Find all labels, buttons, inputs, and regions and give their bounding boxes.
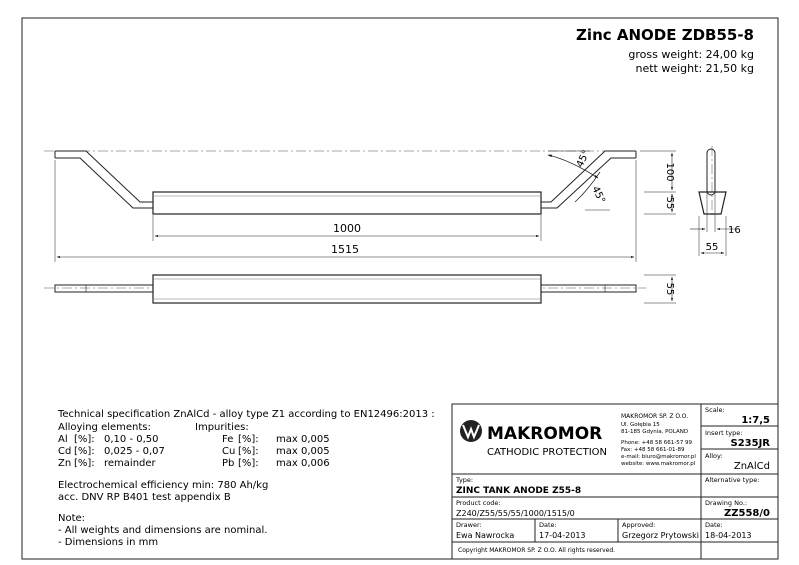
website: website: www.makromor.pl: [621, 461, 696, 467]
drawn-date-value: 17-04-2013: [539, 531, 586, 540]
technical-specification: [57, 409, 435, 548]
title-block: [452, 404, 778, 559]
impurity-unit: [%]:: [238, 446, 259, 457]
approved-date-label: Date:: [705, 521, 723, 529]
impurity-el: Pb: [222, 458, 235, 469]
alloying-header: Alloying elements:: [58, 422, 151, 433]
angle-label-top: 45°: [574, 148, 593, 170]
approved-label: Approved:: [622, 521, 656, 529]
efficiency-line-1: Electrochemical efficiency min: 780 Ah/kg: [58, 480, 269, 491]
approved-value: Grzegorz Prytowski: [622, 531, 699, 540]
dim-height-total: 100: [664, 162, 675, 182]
type-label: Type:: [456, 476, 474, 484]
impurity-value: max 0,005: [276, 434, 330, 445]
dim-height-bar: 55: [664, 196, 675, 210]
scale-label: Scale:: [705, 406, 725, 414]
alloy-unit: [%]:: [74, 446, 95, 457]
makromor-logo-icon: [460, 420, 482, 442]
anode-body-front: [153, 192, 541, 214]
gross-weight: gross weight: 24,00 kg: [628, 48, 754, 61]
impurity-el: Cu: [222, 446, 236, 457]
note-title: Note:: [58, 513, 86, 524]
copyright: Copyright MAKROMOR SP. Z O.O. All rights reserved.: [458, 547, 616, 554]
impurities-header: Impurities:: [195, 422, 249, 433]
alloy-el: Zn: [58, 458, 72, 469]
brand-name: MAKROMOR: [487, 424, 603, 444]
product-code-value: Z240/Z55/55/55/1000/1515/0: [456, 509, 575, 518]
email: e-mail: biuro@makromor.pl: [621, 454, 696, 460]
impurity-value: max 0,006: [276, 458, 330, 469]
dim-length-bar: 1000: [333, 222, 361, 235]
drawer-value: Ewa Nawrocka: [456, 531, 515, 540]
note-2: - Dimensions in mm: [58, 537, 159, 548]
side-view: [690, 146, 741, 256]
dim-section-thickness: 16: [728, 225, 741, 236]
impurity-el: Fe: [222, 434, 234, 445]
impurity-unit: [%]:: [238, 434, 259, 445]
phone: Phone: +48 58 661-57 99: [621, 440, 692, 446]
dim-section-width: 55: [705, 242, 719, 253]
front-view: [44, 149, 676, 262]
scale-value: 1:7,5: [741, 415, 770, 426]
impurity-unit: [%]:: [238, 458, 259, 469]
impurity-value: max 0,005: [276, 446, 330, 457]
alloy-unit: [%]:: [74, 434, 95, 445]
approved-date-value: 18-04-2013: [705, 531, 752, 540]
drawer-label: Drawer:: [456, 521, 482, 529]
drawing-number-value: ZZ558/0: [724, 508, 770, 519]
brand-subtitle: CATHODIC PROTECTION: [487, 447, 608, 458]
drawing-number-label: Drawing No.:: [705, 499, 748, 507]
alloy-el: Al: [58, 434, 68, 445]
spec-title: Technical specification ZnAlCd - alloy type Z1 according to EN12496:2013 :: [58, 409, 435, 420]
alloy-value: 0,025 - 0,07: [104, 446, 165, 457]
nett-weight: nett weight: 21,50 kg: [635, 62, 754, 75]
alloy-value: remainder: [104, 458, 156, 469]
angle-label-bottom: 45°: [589, 184, 607, 206]
dim-plan-width: 55: [664, 282, 675, 296]
dim-length-total: 1515: [331, 243, 359, 256]
alloy-el: Cd: [58, 446, 72, 457]
alternative-type-label: Alternative type:: [705, 476, 760, 484]
note-1: - All weights and dimensions are nominal.: [58, 525, 268, 536]
type-value: ZINC TANK ANODE Z55-8: [456, 486, 582, 496]
efficiency-line-2: acc. DNV RP B401 test appendix B: [58, 492, 231, 503]
insert-type-value: S235JR: [730, 438, 770, 449]
address-line-1: Ul. Gołębia 15: [621, 422, 660, 428]
product-code-label: Product code:: [456, 499, 501, 507]
alloy-value: 0,10 - 0,50: [104, 434, 159, 445]
alloy-unit: [%]:: [74, 458, 95, 469]
drawing-title: Zinc ANODE ZDB55-8: [576, 26, 754, 44]
plan-view: [44, 275, 676, 303]
address-line-2: 81-185 Gdynia, POLAND: [621, 429, 689, 435]
alloy-value: ZnAlCd: [733, 461, 770, 472]
alloy-label: Alloy:: [705, 452, 723, 460]
drawn-date-label: Date:: [539, 521, 557, 529]
fax: Fax: +48 58 661-01-89: [621, 447, 685, 453]
anode-section: [699, 192, 726, 214]
insert-type-label: Insert type:: [705, 429, 743, 437]
company-name: MAKROMOR SP. Z O.O.: [621, 413, 689, 420]
